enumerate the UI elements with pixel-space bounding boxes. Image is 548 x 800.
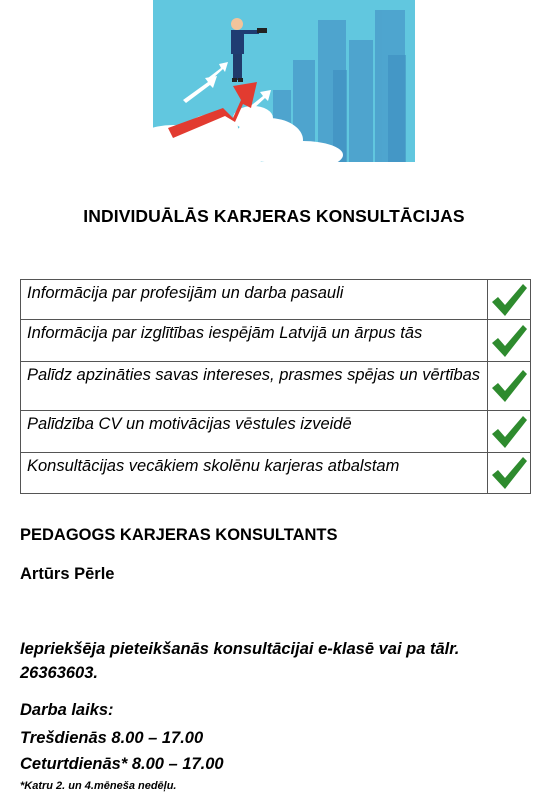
hours-wednesday: Trešdienās 8.00 – 17.00 xyxy=(20,729,204,747)
check-icon xyxy=(488,453,531,494)
consultant-role: PEDAGOGS KARJERAS KONSULTANTS xyxy=(20,526,338,544)
service-text: Informācija par izglītības iespējām Latvijā un ārpus tās xyxy=(21,320,488,362)
check-icon xyxy=(488,411,531,453)
application-info: Iepriekšēja pieteikšanās konsultācijai e-klasē vai pa tālr. 26363603. xyxy=(20,640,460,682)
career-growth-illustration xyxy=(153,0,415,162)
page-title: INDIVIDUĀLĀS KARJERAS KONSULTĀCIJAS xyxy=(83,206,465,226)
table-row xyxy=(21,453,531,494)
table-row xyxy=(21,320,531,362)
service-text: Palīdzība CV un motivācijas vēstules izveidē xyxy=(21,411,488,453)
table-row xyxy=(21,362,531,411)
table-row xyxy=(21,280,531,320)
service-text: Informācija par profesijām un darba pasauli xyxy=(21,280,488,320)
working-hours-label: Darba laiks: xyxy=(20,701,114,719)
check-icon xyxy=(488,320,531,362)
check-icon xyxy=(488,280,531,320)
service-text: Palīdz apzināties savas intereses, prasmes spējas un vērtības xyxy=(21,362,488,411)
services-table xyxy=(20,279,531,494)
table-row xyxy=(21,411,531,453)
consultant-name: Artūrs Pērle xyxy=(20,565,115,583)
check-icon xyxy=(488,362,531,411)
hours-thursday: Ceturtdienās* 8.00 – 17.00 xyxy=(20,755,224,773)
service-text: Konsultācijas vecākiem skolēnu karjeras atbalstam xyxy=(21,453,488,494)
hours-footnote: *Katru 2. un 4.mēneša nedēļu. xyxy=(20,780,177,792)
